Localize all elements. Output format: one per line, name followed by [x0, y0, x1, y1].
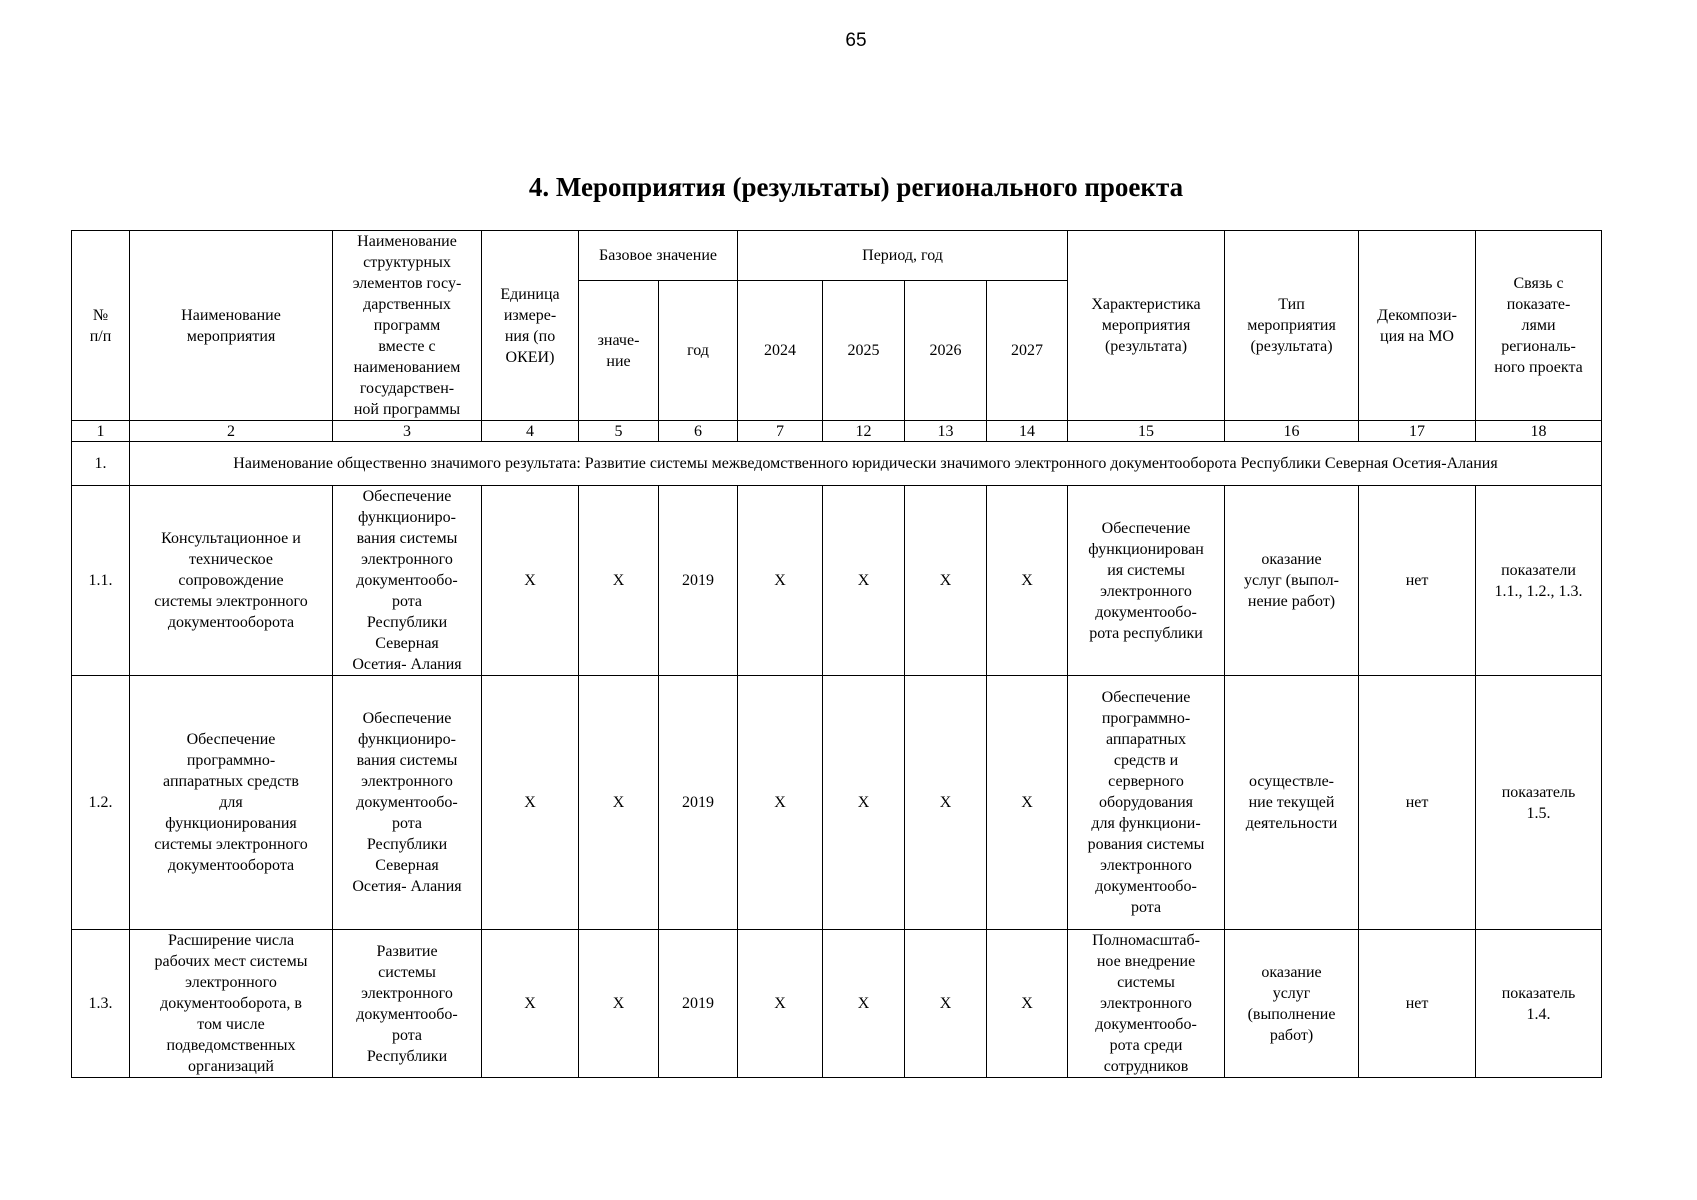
row-char: Обеспечение функционирован ия системы электронного документообо- рота республики [1068, 486, 1225, 676]
header-2024: 2024 [738, 281, 823, 421]
row-decomp: нет [1359, 486, 1476, 676]
column-number: 4 [482, 421, 579, 442]
row-type: осуществле- ние текущей деятельности [1225, 676, 1359, 930]
row-char: Полномасштаб- ное внедрение системы электронного документообо- рота среди сотрудников [1068, 930, 1225, 1078]
page-number: 65 [845, 30, 867, 51]
column-number: 3 [333, 421, 482, 442]
table-row [72, 930, 1602, 1078]
measures-table [71, 230, 1602, 1078]
row-name: Расширение числа рабочих мест системы электронного документооборота, в том числе подведомственных организаций [130, 930, 333, 1078]
row-num: 1.1. [72, 486, 130, 676]
row-2026: X [905, 676, 987, 930]
column-number: 6 [659, 421, 738, 442]
column-number: 7 [738, 421, 823, 442]
row-2026: X [905, 930, 987, 1078]
header-struct: Наименование структурных элементов госу- дарственных программ вместе с наименованием государствен- ной программы [333, 231, 482, 421]
header-2027: 2027 [987, 281, 1068, 421]
row-base-year: 2019 [659, 676, 738, 930]
row-link: показатель 1.4. [1476, 930, 1602, 1078]
header-num: № п/п [72, 231, 130, 421]
header-base-year: год [659, 281, 738, 421]
row-base-year: 2019 [659, 930, 738, 1078]
header-base: Базовое значение [579, 231, 738, 281]
row-name: Обеспечение программно- аппаратных средств для функционирования системы электронного документооборота [130, 676, 333, 930]
section-row [72, 442, 1602, 486]
row-unit: X [482, 930, 579, 1078]
row-unit: X [482, 676, 579, 930]
column-number: 18 [1476, 421, 1602, 442]
section-title: Наименование общественно значимого результата: Развитие системы межведомственного юридически значимого электронного документооборота Республики Северная Осетия-Алания [130, 442, 1602, 486]
row-decomp: нет [1359, 676, 1476, 930]
row-base-value: X [579, 930, 659, 1078]
row-type: оказание услуг (выпол- нение работ) [1225, 486, 1359, 676]
row-2024: X [738, 486, 823, 676]
section-num: 1. [72, 442, 130, 486]
column-number: 2 [130, 421, 333, 442]
row-num: 1.2. [72, 676, 130, 930]
row-struct: Обеспечение функциониро- вания системы электронного документообо- рота Республики Северная Осетия- Алания [333, 676, 482, 930]
row-unit: X [482, 486, 579, 676]
row-link: показатель 1.5. [1476, 676, 1602, 930]
header-link: Связь с показате- лями региональ- ного проекта [1476, 231, 1602, 421]
row-2024: X [738, 930, 823, 1078]
row-decomp: нет [1359, 930, 1476, 1078]
row-struct: Обеспечение функциониро- вания системы электронного документообо- рота Республики Северная Осетия- Алания [333, 486, 482, 676]
header-base-value: значе- ние [579, 281, 659, 421]
column-number: 17 [1359, 421, 1476, 442]
row-2027: X [987, 486, 1068, 676]
row-base-year: 2019 [659, 486, 738, 676]
page-title: 4. Мероприятия (результаты) регионального проекта [528, 172, 1184, 202]
header-name: Наименование мероприятия [130, 231, 333, 421]
column-number: 15 [1068, 421, 1225, 442]
header-type: Тип мероприятия (результата) [1225, 231, 1359, 421]
row-2025: X [823, 676, 905, 930]
row-type: оказание услуг (выполнение работ) [1225, 930, 1359, 1078]
column-number: 12 [823, 421, 905, 442]
row-2027: X [987, 930, 1068, 1078]
row-link: показатели 1.1., 1.2., 1.3. [1476, 486, 1602, 676]
row-2024: X [738, 676, 823, 930]
row-base-value: X [579, 676, 659, 930]
column-number: 13 [905, 421, 987, 442]
column-number: 14 [987, 421, 1068, 442]
header-period: Период, год [738, 231, 1068, 281]
header-row-1 [72, 231, 1602, 281]
row-2025: X [823, 486, 905, 676]
table-row [72, 486, 1602, 676]
row-num: 1.3. [72, 930, 130, 1078]
column-numbers-row [72, 421, 1602, 442]
header-2026: 2026 [905, 281, 987, 421]
row-2026: X [905, 486, 987, 676]
column-number: 16 [1225, 421, 1359, 442]
row-2025: X [823, 930, 905, 1078]
row-struct: Развитие системы электронного документообо- рота Республики [333, 930, 482, 1078]
column-number: 1 [72, 421, 130, 442]
row-name: Консультационное и техническое сопровождение системы электронного документооборота [130, 486, 333, 676]
column-number: 5 [579, 421, 659, 442]
row-char: Обеспечение программно- аппаратных средств и серверного оборудования для функциони- рования системы электронного документообо- рота [1068, 676, 1225, 930]
table-row [72, 676, 1602, 930]
header-decomp: Декомпози- ция на МО [1359, 231, 1476, 421]
header-unit: Единица измере- ния (по ОКЕИ) [482, 231, 579, 421]
row-base-value: X [579, 486, 659, 676]
row-2027: X [987, 676, 1068, 930]
header-char: Характеристика мероприятия (результата) [1068, 231, 1225, 421]
header-2025: 2025 [823, 281, 905, 421]
